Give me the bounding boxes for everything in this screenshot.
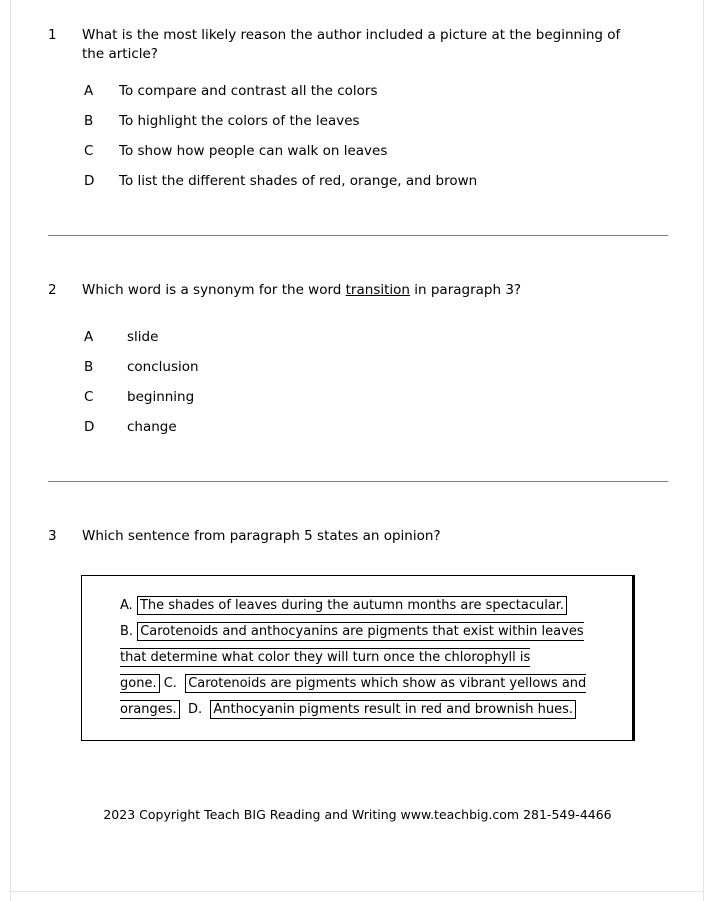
choice-1-b-text: To highlight the colors of the leaves (119, 113, 360, 129)
copyright-footer: 2023 Copyright Teach BIG Reading and Writing www.teachbig.com 281-549-4466 (103, 807, 612, 822)
divider-1 (48, 235, 668, 236)
choice-2-d-letter: D (84, 419, 95, 435)
choice-1-d[interactable] (0, 172, 715, 191)
choice-2-c-text: beginning (127, 389, 195, 405)
choice-3-a-letter: A. (120, 598, 133, 613)
choice-1-a[interactable] (0, 82, 715, 101)
choice-2-a-text: slide (127, 329, 159, 345)
choice-2-b[interactable] (0, 358, 715, 377)
choice-2-d[interactable] (0, 418, 715, 437)
divider-2 (48, 481, 668, 482)
question-3-choices (120, 593, 610, 723)
choice-2-c[interactable] (0, 388, 715, 407)
question-3-answer-box (81, 575, 635, 741)
question-2-choices (0, 328, 715, 437)
choice-2-d-text: change (127, 419, 177, 435)
choice-3-a-text[interactable]: The shades of leaves during the autumn months are spectacular. (137, 596, 567, 615)
choice-3-b-letter: B. (120, 624, 134, 639)
page-edge-bottom (10, 891, 704, 892)
choice-2-c-letter: C (84, 389, 94, 405)
question-1 (0, 26, 715, 191)
question-1-header (0, 26, 715, 64)
question-2-number: 2 (48, 282, 57, 298)
choice-2-a-letter: A (84, 329, 94, 345)
choice-2-a[interactable] (0, 328, 715, 347)
choice-1-b[interactable] (0, 112, 715, 131)
choice-1-a-letter: A (84, 83, 94, 99)
question-3-header (0, 527, 715, 546)
choice-1-d-letter: D (84, 173, 95, 189)
choice-3-b-text[interactable]: Carotenoids and anthocyanins are pigments that exist within leaves that determine what color they will turn once the chlorophyll is gone. (120, 624, 584, 691)
choice-1-c-text: To show how people can walk on leaves (119, 143, 388, 159)
choice-3-d-text[interactable]: Anthocyanin pigments result in red and brownish hues. (210, 700, 576, 719)
question-1-stem: What is the most likely reason the author included a picture at the beginning of the article? (82, 27, 621, 62)
choice-2-b-letter: B (84, 359, 94, 375)
question-1-choices (0, 82, 715, 191)
question-3-number: 3 (48, 528, 57, 544)
question-1-number: 1 (48, 27, 57, 43)
question-2 (0, 281, 715, 437)
question-3-stem: Which sentence from paragraph 5 states an opinion? (82, 528, 441, 544)
choice-3-c-letter: C. (163, 676, 177, 691)
question-2-stem-before: Which word is a synonym for the word (82, 282, 346, 298)
choice-2-b-text: conclusion (127, 359, 199, 375)
choice-1-c-letter: C (84, 143, 94, 159)
question-2-stem (82, 281, 521, 300)
choice-3-c-text[interactable]: Carotenoids are pigments which show as vibrant yellows and oranges. (120, 676, 587, 717)
choice-1-c[interactable] (0, 142, 715, 161)
question-2-stem-after: in paragraph 3? (409, 282, 522, 298)
choice-3-d-letter: D. (187, 702, 203, 717)
choice-1-a-text: To compare and contrast all the colors (119, 83, 378, 99)
question-3 (0, 527, 715, 741)
question-2-stem-underlined-word: transition (345, 282, 410, 298)
choice-1-b-letter: B (84, 113, 94, 129)
choice-1-d-text: To list the different shades of red, orange, and brown (119, 173, 478, 189)
question-2-header (0, 281, 715, 300)
